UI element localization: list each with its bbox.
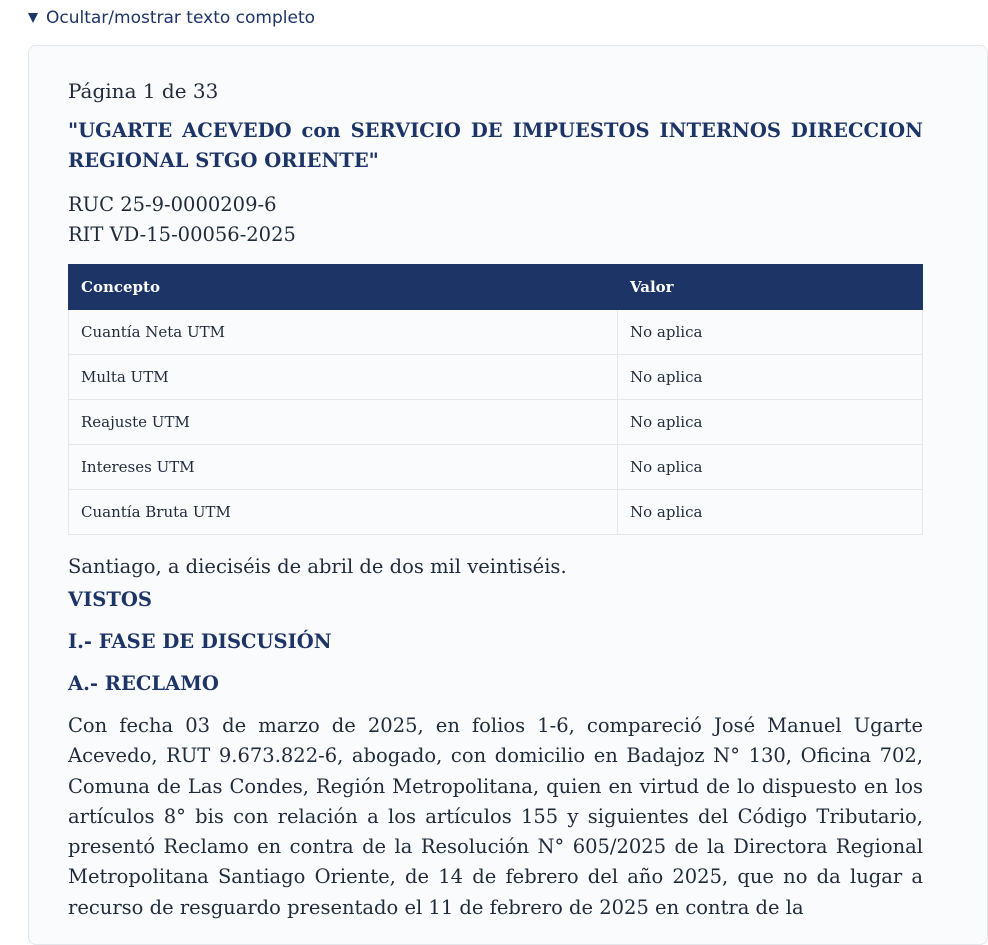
table-cell-concepto: Cuantía Neta UTM	[69, 310, 618, 355]
table-row	[69, 490, 923, 535]
table-cell-valor: No aplica	[618, 355, 923, 400]
amounts-table	[68, 264, 923, 535]
document-content	[68, 76, 923, 923]
table-cell-valor: No aplica	[618, 490, 923, 535]
table-cell-concepto: Intereses UTM	[69, 445, 618, 490]
case-identifiers	[68, 190, 923, 250]
heading-reclamo: A.- RECLAMO	[68, 672, 219, 695]
case-title: "UGARTE ACEVEDO con SERVICIO DE IMPUESTOS INTERNOS DIRECCION REGIONAL STGO ORIENTE"	[68, 119, 923, 172]
heading-fase-discusion: I.- FASE DE DISCUSIÓN	[68, 630, 332, 653]
triangle-down-icon	[28, 13, 38, 23]
table-row	[69, 355, 923, 400]
heading-vistos: VISTOS	[68, 588, 152, 611]
date-line: Santiago, a dieciséis de abril de dos mil veintiséis.	[68, 555, 567, 578]
table-row	[69, 310, 923, 355]
page-number: Página 1 de 33	[68, 79, 219, 103]
rit-line: RIT VD-15-00056-2025	[68, 223, 296, 246]
toggle-full-text[interactable]	[28, 7, 315, 29]
ruc-line: RUC 25-9-0000209-6	[68, 193, 277, 216]
table-cell-valor: No aplica	[618, 400, 923, 445]
table-row	[69, 445, 923, 490]
column-header-valor: Valor	[618, 265, 923, 310]
table-row	[69, 400, 923, 445]
table-cell-valor: No aplica	[618, 310, 923, 355]
paragraph-reclamo: Con fecha 03 de marzo de 2025, en folios 1-6, compareció José Manuel Ugarte Acevedo, RUT 9.673.822-6, abogado, con domicilio en Badajoz N° 130, Oficina 702, Comuna de Las Condes, Región Metropolitana, quien en virtud de lo dispuesto en los artículos 8° bis con relación a los artículos 155 y siguientes del Código Tributario, presentó Reclamo en contra de la Resolución N° 605/2025 de la Directora Regional Metropolitana Santiago Oriente, de 14 de febrero del año 2025, que no da lugar a recurso de resguardo presentado el 11 de febrero de 2025 en contra de la	[68, 714, 923, 919]
table-cell-concepto: Cuantía Bruta UTM	[69, 490, 618, 535]
table-header-row	[69, 265, 923, 310]
table-cell-valor: No aplica	[618, 445, 923, 490]
table-cell-concepto: Multa UTM	[69, 355, 618, 400]
column-header-concepto: Concepto	[69, 265, 618, 310]
toggle-label: Ocultar/mostrar texto completo	[46, 8, 316, 28]
table-cell-concepto: Reajuste UTM	[69, 400, 618, 445]
